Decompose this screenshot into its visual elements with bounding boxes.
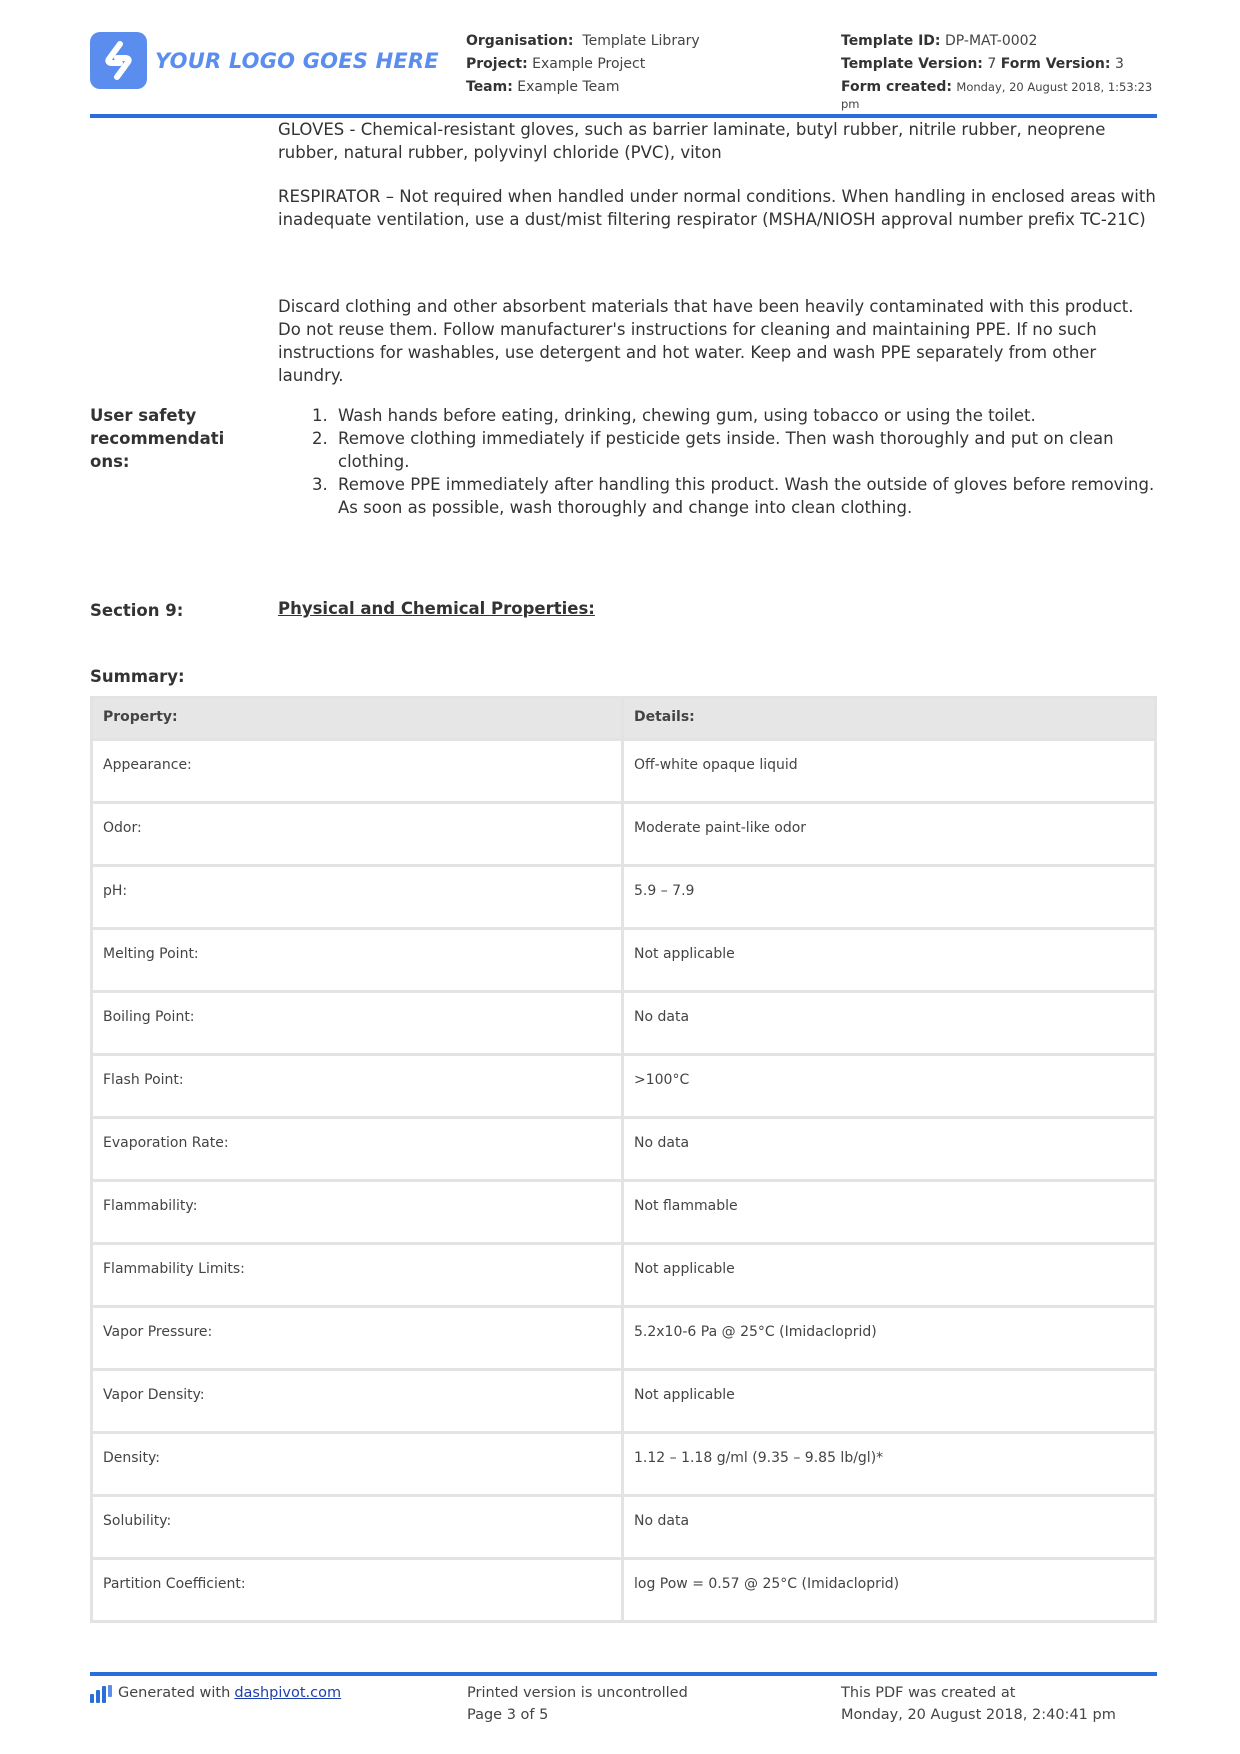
details-cell: Not flammable [623, 1181, 1156, 1244]
details-cell: >100°C [623, 1055, 1156, 1118]
table-row [92, 1244, 1156, 1307]
company-logo [90, 32, 439, 89]
details-cell: 5.2x10-6 Pa @ 25°C (Imidacloprid) [623, 1307, 1156, 1370]
table-row [92, 929, 1156, 992]
footer-divider [90, 1672, 1157, 1676]
created-label: This PDF was created at [841, 1685, 1016, 1701]
dashpivot-link[interactable]: dashpivot.com [234, 1685, 342, 1701]
details-cell: Not applicable [623, 929, 1156, 992]
table-row [92, 866, 1156, 929]
list-item: 3. Remove PPE immediately after handling this product. Wash the outside of gloves before removing. As soon as possible, wash thoroughly and change into clean clothing. [312, 475, 1155, 517]
property-column-header: Property: [92, 698, 623, 740]
property-cell: Odor: [92, 803, 623, 866]
table-row [92, 1559, 1156, 1622]
form-created-line: Form created: Monday, 20 August 2018, 1:53:23 pm [841, 79, 1153, 111]
table-row [92, 1118, 1156, 1181]
user-safety-label: User safety recommendati ons: [90, 406, 225, 471]
section-label: Section 9: [90, 601, 184, 620]
version-line: Template Version: 7 Form Version: 3 [841, 56, 1124, 72]
table-row [92, 1370, 1156, 1433]
footer-page-info [467, 1682, 688, 1726]
user-safety-list [312, 404, 1158, 519]
project-meta [466, 30, 796, 99]
property-cell: Flash Point: [92, 1055, 623, 1118]
dashpivot-icon [90, 1685, 112, 1710]
table-header-row [92, 698, 1156, 740]
discard-paragraph: Discard clothing and other absorbent materials that have been heavily contaminated with this product. Do not reuse them. Follow manufacturer's instructions for cleaning and maintaining PPE. If no such instructions for washables, use detergent and hot water. Keep and wash PPE separately from other laundry. [278, 297, 1134, 385]
details-cell: No data [623, 992, 1156, 1055]
property-cell: Density: [92, 1433, 623, 1496]
table-row [92, 992, 1156, 1055]
property-cell: Solubility: [92, 1496, 623, 1559]
section-title: Physical and Chemical Properties: [278, 599, 595, 618]
logo-mark-icon [90, 32, 147, 89]
page-number: Page 3 of 5 [467, 1707, 549, 1723]
gloves-paragraph: GLOVES - Chemical-resistant gloves, such as barrier laminate, butyl rubber, nitrile rubber, neoprene rubber, natural rubber, polyvinyl chloride (PVC), viton [278, 120, 1106, 162]
footer-generated [90, 1682, 341, 1710]
list-item: 2. Remove clothing immediately if pesticide gets inside. Then wash thoroughly and put on clean clothing. [312, 429, 1114, 471]
project-line: Project: Example Project [466, 56, 646, 72]
property-cell: Appearance: [92, 740, 623, 803]
details-cell: 5.9 – 7.9 [623, 866, 1156, 929]
table-row [92, 803, 1156, 866]
details-cell: Moderate paint-like odor [623, 803, 1156, 866]
table-row [92, 1055, 1156, 1118]
details-cell: Not applicable [623, 1244, 1156, 1307]
page-header [90, 28, 1157, 116]
property-cell: Vapor Density: [92, 1370, 623, 1433]
details-column-header: Details: [623, 698, 1156, 740]
footer-created [841, 1682, 1116, 1726]
property-cell: pH: [92, 866, 623, 929]
logo-text: YOUR LOGO GOES HERE [155, 48, 439, 73]
property-cell: Flammability Limits: [92, 1244, 623, 1307]
table-row [92, 740, 1156, 803]
table-row [92, 1496, 1156, 1559]
list-item: 1. Wash hands before eating, drinking, chewing gum, using tobacco or using the toilet. [312, 406, 1036, 425]
created-timestamp: Monday, 20 August 2018, 2:40:41 pm [841, 1707, 1116, 1723]
details-cell: log Pow = 0.57 @ 25°C (Imidacloprid) [623, 1559, 1156, 1622]
uncontrolled-note: Printed version is uncontrolled [467, 1685, 688, 1701]
respirator-paragraph: RESPIRATOR – Not required when handled under normal conditions. When handling in enclosed areas with inadequate ventilation, use a dust/mist filtering respirator (MSHA/NIOSH approval number prefix TC-21C) [278, 187, 1156, 229]
property-cell: Melting Point: [92, 929, 623, 992]
details-cell: 1.12 – 1.18 g/ml (9.35 – 9.85 lb/gl)* [623, 1433, 1156, 1496]
team-line: Team: Example Team [466, 79, 620, 95]
property-cell: Partition Coefficient: [92, 1559, 623, 1622]
table-row [92, 1307, 1156, 1370]
summary-label: Summary: [90, 667, 185, 686]
property-cell: Flammability: [92, 1181, 623, 1244]
table-row [92, 1181, 1156, 1244]
properties-table [90, 696, 1157, 1623]
property-cell: Boiling Point: [92, 992, 623, 1055]
generated-prefix: Generated with [118, 1685, 231, 1701]
property-cell: Evaporation Rate: [92, 1118, 623, 1181]
details-cell: Not applicable [623, 1370, 1156, 1433]
details-cell: Off-white opaque liquid [623, 740, 1156, 803]
details-cell: No data [623, 1118, 1156, 1181]
property-cell: Vapor Pressure: [92, 1307, 623, 1370]
template-id-line: Template ID: DP-MAT-0002 [841, 33, 1038, 49]
template-meta [841, 30, 1157, 113]
organisation-line: Organisation: Template Library [466, 33, 700, 49]
details-cell: No data [623, 1496, 1156, 1559]
table-row [92, 1433, 1156, 1496]
